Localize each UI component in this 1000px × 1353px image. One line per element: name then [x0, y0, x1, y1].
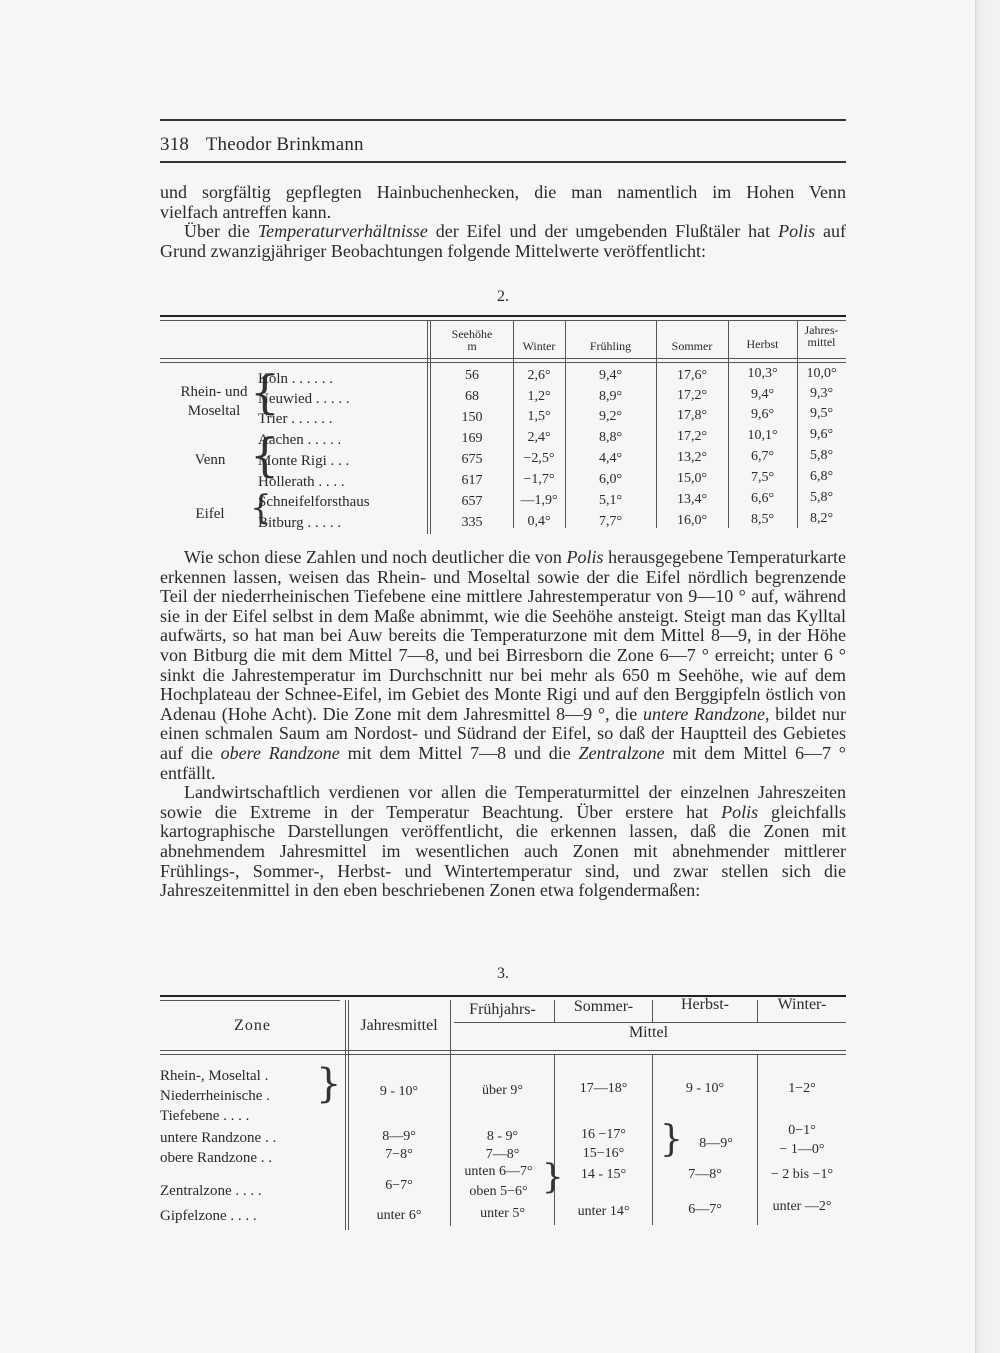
cell-sommer: 15,0° [676, 471, 708, 486]
brace-icon: { [250, 428, 280, 482]
cell-winter: 1−2° [788, 1081, 816, 1096]
cell-fruehling: 8,9° [598, 389, 623, 404]
cell-sommer: 17,2° [676, 388, 708, 403]
cell-seehoehe: 56 [465, 368, 479, 383]
zone-label: untere Randzone . . [160, 1130, 277, 1146]
cell-winter: 2,4° [527, 430, 551, 445]
station-name: Köln . . . . . . [258, 371, 333, 387]
cell-jahresmittel: unter 6° [376, 1208, 422, 1223]
brace-icon: } [316, 1061, 342, 1107]
cell-herbst: 7,5° [750, 470, 775, 485]
cell-fruehling: 6,0° [598, 472, 623, 487]
header-mittel: Mittel [628, 1024, 669, 1041]
header-herbst: Herbst [746, 337, 779, 351]
header-winter: Winter [522, 339, 556, 353]
header-winter: Winter- [777, 996, 827, 1013]
cell-sommer: 16 −17° [581, 1127, 626, 1142]
running-head [160, 134, 364, 156]
brace-icon: { [250, 365, 280, 419]
brace-icon: { [250, 488, 272, 528]
cell-herbst: 6—7° [688, 1202, 722, 1217]
cell-jahresmittel: 6−7° [385, 1178, 413, 1193]
header-seehoehe: Seehöhe m [451, 327, 493, 353]
cell-herbst: 9,4° [750, 387, 775, 402]
cell-winter: − 2 bis −1° [770, 1167, 834, 1182]
cell-herbst: 6,6° [750, 491, 775, 506]
cell-winter: −2,5° [523, 451, 555, 466]
cell-sommer: 17,8° [676, 408, 708, 423]
author-name: Theodor Brinkmann [205, 134, 364, 155]
author-ref: Polis [566, 547, 604, 567]
cell-fruehjahr: 7—8° [485, 1147, 520, 1162]
header-fruehling: Frühling [589, 339, 632, 353]
text-paragraph: Über die Temperaturverhältnisse der Eifel und der umgebenden Flußtäler hat Polis auf Grund zwanzigjähriger Beobachtungen folgende Mittelwerte veröffentlicht: [160, 221, 846, 261]
emphasis: obere Randzone [220, 742, 340, 763]
zone-label: Tiefebene . . . . [160, 1108, 250, 1124]
header-herbst: Herbst- [681, 996, 729, 1013]
author-ref: Polis [721, 801, 759, 822]
header-fruehjahrs: Frühjahrs- [469, 1001, 536, 1018]
cell-sommer: 17,2° [676, 429, 708, 444]
group-label-eifel: Eifel [195, 506, 225, 522]
cell-winter: —1,9° [520, 493, 558, 508]
cell-sommer: 13,4° [676, 492, 708, 507]
cell-jahresmittel: 9 - 10° [379, 1084, 419, 1099]
table-rule [160, 320, 846, 321]
header-bottom-rule [160, 161, 846, 163]
station-name: Monte Rigi . . . [258, 453, 350, 469]
page-number: 318 [160, 134, 190, 155]
body-paragraph: Wie schon diese Zahlen und noch deutlicher die von Polis herausgegebene Temperaturkarte erkennen lassen, weisen das Rhein- und Moseltal sowie der die Eifel nördlich begrenzende Teil der niederrheinischen Tiefebene eine mittlere Jahrestemperatur von 9—10 ° auf, während sie in der Eifel selbst in dem Maße abnimmt, wie die Seehöhe ansteigt. Steigt man das Kylltal aufwärts, so hat man bei Auw bereits die Temperaturzone mit dem Mittel 8—9, in der Höhe von Bitburg die mit dem Mittel 7—8, und bei Birresborn die Zone 6—7 ° erreicht; unter 6 ° sinkt die Jahrestemperatur im Durchschnitt nur bei mehr als 650 m Seehöhe, wie auf dem Hochplateau der Schnee-Eifel, im Gebiet des Monte Rigi und auf den Berggipfeln östlich von Adenau (Hohe Acht). Die Zone mit dem Jahresmittel 8—9 °, die untere Randzone, bildet nur einen schmalen Saum am Nordost- und Südrand der Eifel, so daß der Hauptteil des Gebietes auf die obere Randzone mit dem Mittel 7—8 und die Zentralzone mit dem Mittel 6—7 ° entfällt. Landwirtschaftlich verdienen vor allen die Temperaturmittel der einzelnen Jahreszeiten sowie die Extreme in der Temperatur Beachtung. Über erstere hat Polis gleichfalls kartographische Darstellungen veröffentlicht, die erkennen lassen, daß die Zonen mit abnehmendem Jahresmittel im wesentlichen auch Zonen mit abnehmender mittlerer Frühlings-, Sommer-, Herbst- und Wintertemperatur sind, und zwar stellen sich die Jahreszeitenmittel in den eben beschriebenen Zonen etwa folgendermaßen: [160, 547, 847, 901]
table-rule [160, 362, 846, 363]
cell-fruehjahr-oben: oben 5−6° [469, 1184, 528, 1199]
table-rule [160, 1054, 846, 1055]
cell-herbst: 7—8° [688, 1167, 722, 1182]
column-divider [427, 321, 428, 534]
cell-herbst: 10,1° [747, 428, 778, 443]
cell-herbst: 10,3° [747, 366, 778, 381]
cell-fruehling: 7,7° [598, 514, 623, 529]
cell-seehoehe: 169 [461, 431, 483, 446]
header-jahresmittel: Jahres- mittel [804, 323, 839, 349]
cell-jahresmittel: 7−8° [385, 1147, 413, 1162]
cell-sommer: 13,2° [676, 450, 708, 465]
cell-herbst: 8,5° [750, 512, 775, 527]
group-label-venn: Venn [194, 452, 226, 468]
cell-jahresmittel: 8,2° [809, 511, 834, 526]
cell-sommer: unter 14° [577, 1204, 630, 1219]
zone-label: Zentralzone . . . . [160, 1183, 262, 1199]
cell-winter: − 1—0° [779, 1142, 825, 1157]
table-3-number: 3. [497, 965, 509, 982]
text-line: vielfach antreffen kann. [160, 201, 332, 222]
table-rule [160, 1000, 340, 1001]
cell-fruehjahr: unter 5° [480, 1206, 525, 1221]
header-sommer: Sommer- [573, 998, 634, 1015]
station-name: Neuwied . . . . . [258, 391, 350, 407]
cell-sommer: 17—18° [579, 1081, 628, 1096]
column-divider [345, 1000, 346, 1230]
cell-herbst: 6,7° [750, 449, 775, 464]
station-name: Aachen . . . . . [258, 432, 342, 448]
cell-winter: 2,6° [527, 368, 551, 383]
emphasis: Zentralzone [578, 742, 665, 763]
cell-fruehjahr-unten: unten 6—7° [464, 1164, 533, 1179]
emphasis: untere Randzone, [643, 703, 770, 724]
cell-jahresmittel: 5,8° [809, 490, 834, 505]
cell-fruehjahr: über 9° [482, 1083, 523, 1098]
cell-fruehling: 4,4° [598, 451, 623, 466]
table-rule [160, 1050, 846, 1051]
cell-herbst: 9 - 10° [685, 1081, 725, 1096]
cell-seehoehe: 150 [461, 410, 483, 425]
station-name: Schneifelforsthaus [258, 494, 370, 510]
emphasis: Temperaturverhältnisse [257, 221, 428, 242]
station-name: Hollerath . . . . [258, 474, 345, 490]
cell-jahresmittel: 9,3° [809, 386, 834, 401]
cell-jahresmittel: 8—9° [382, 1129, 416, 1144]
station-name: Trier . . . . . . [258, 411, 333, 427]
cell-fruehling: 8,8° [598, 430, 623, 445]
zone-label: obere Randzone . . [160, 1150, 273, 1166]
cell-sommer: 17,6° [676, 368, 708, 383]
zone-label: Gipfelzone . . . . [160, 1208, 257, 1224]
cell-jahresmittel: 6,8° [809, 469, 834, 484]
intro-paragraph [160, 183, 846, 261]
cell-seehoehe: 617 [461, 473, 483, 488]
cell-sommer: 14 - 15° [580, 1167, 627, 1182]
text-line: und sorgfältig gepflegten Hainbuchenhecken, die man namentlich im Hohen Venn [160, 182, 846, 202]
header-sommer: Sommer [671, 339, 713, 353]
cell-sommer: 16,0° [676, 513, 708, 528]
cell-jahresmittel: 9,6° [809, 427, 834, 442]
header-top-rule [160, 119, 846, 121]
cell-fruehjahr: 8 - 9° [486, 1129, 519, 1144]
cell-winter: 1,5° [527, 409, 551, 424]
group-label-rhein-mosel: Rhein- und Moseltal [180, 384, 248, 419]
table-2-number: 2. [497, 288, 509, 305]
author-ref: Polis [778, 221, 816, 242]
cell-winter: 1,2° [527, 389, 551, 404]
page-gutter [975, 0, 1000, 1353]
zone-label: Niederrheinische . [160, 1088, 270, 1104]
station-name: Bitburg . . . . . [258, 515, 342, 531]
cell-winter: 0,4° [527, 514, 551, 529]
cell-jahresmittel: 5,8° [809, 448, 834, 463]
cell-sommer: 15−16° [582, 1146, 625, 1161]
brace-icon: } [542, 1157, 564, 1197]
cell-seehoehe: 675 [461, 452, 483, 467]
cell-seehoehe: 657 [461, 494, 483, 509]
cell-herbst: 9,6° [750, 407, 775, 422]
body-paragraph: Landwirtschaftlich verdienen vor allen die Temperaturmittel der einzelnen Jahreszeiten sowie die Extreme in der Temperatur Beachtung. Über erstere hat Polis gleichfalls kartographische Darstellungen veröffentlicht, die erkennen lassen, daß die Zonen mit abnehmendem Jahresmittel im wesentlichen auch Zonen mit abnehmender mittlerer Frühlings-, Sommer-, Herbst- und Wintertemperatur sind, und zwar stellen sich die Jahreszeitenmittel in den eben beschriebenen Zonen etwa folgendermaßen: [160, 782, 846, 901]
brace-icon: } [660, 1119, 683, 1160]
zone-label: Rhein-, Moseltal . [160, 1068, 269, 1084]
cell-fruehling: 9,2° [598, 409, 623, 424]
cell-winter: 0−1° [788, 1123, 816, 1138]
cell-seehoehe: 68 [465, 389, 479, 404]
cell-herbst-merged: 8—9° [699, 1136, 733, 1151]
cell-fruehling: 9,4° [598, 368, 623, 383]
cell-jahresmittel: 9,5° [809, 406, 834, 421]
header-zone: Zone [234, 1017, 271, 1034]
cell-jahresmittel: 10,0° [806, 366, 837, 381]
header-jahresmittel: Jahresmittel [360, 1017, 438, 1034]
table-rule [160, 315, 846, 317]
cell-fruehling: 5,1° [598, 493, 623, 508]
cell-winter: −1,7° [523, 472, 555, 487]
cell-seehoehe: 335 [461, 515, 483, 530]
cell-winter: unter —2° [772, 1199, 832, 1214]
